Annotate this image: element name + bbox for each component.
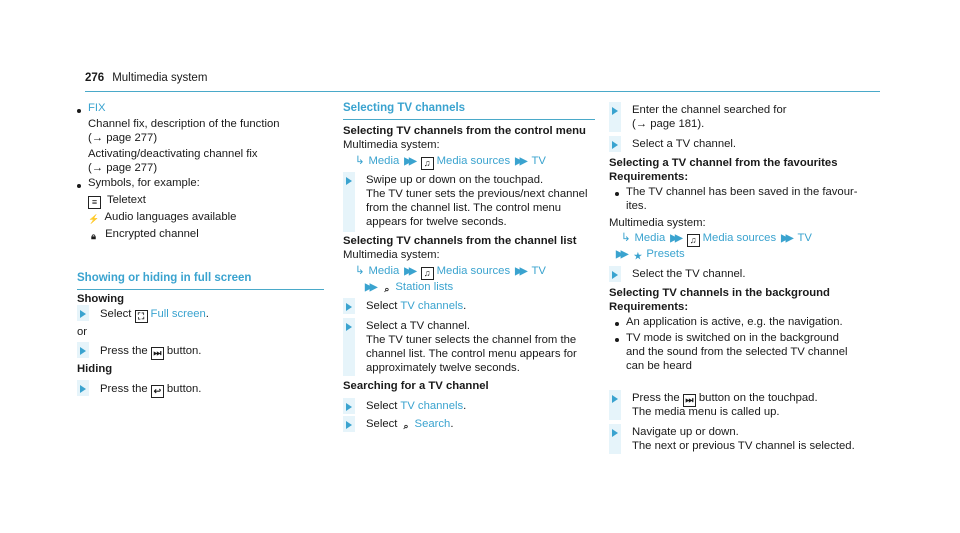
- bullet: [77, 109, 81, 113]
- page-header: [85, 72, 207, 86]
- step-arrow-icon: [346, 303, 352, 311]
- bullet: [615, 192, 619, 196]
- tv-channels-link[interactable]: TV channels: [400, 400, 464, 412]
- double-chevron-icon: ▶▶: [616, 249, 626, 260]
- mm-system-text: Multimedia system:: [343, 249, 440, 261]
- step-arrow-icon: [346, 323, 352, 331]
- search-icon: ⌕: [403, 421, 409, 431]
- hiding-heading: Hiding: [77, 363, 113, 375]
- back-icon: ↩: [151, 385, 164, 398]
- section-rule: [343, 119, 595, 120]
- encrypted-label: Encrypted channel: [105, 228, 199, 240]
- tv-channels-link[interactable]: TV channels: [400, 300, 464, 312]
- step-arrow-icon: [346, 403, 352, 411]
- period: .: [463, 300, 467, 312]
- media-sources-icon: ♫: [687, 234, 700, 247]
- return-arrow-icon: ↳: [355, 265, 365, 277]
- section-title-tv: Selecting TV channels: [343, 102, 466, 114]
- navigate-text: Navigate up or down.: [632, 426, 739, 438]
- media-link[interactable]: Media: [634, 232, 666, 244]
- media-link[interactable]: Media: [368, 265, 400, 277]
- press-step: [632, 392, 818, 407]
- or-text: or: [77, 326, 88, 338]
- step-arrow-icon: [612, 141, 618, 149]
- bullet: [615, 338, 619, 342]
- select-tv-channels-step: [366, 300, 466, 314]
- searching-heading: Searching for a TV channel: [343, 380, 489, 392]
- section-title-fullscreen: Showing or hiding in full screen: [77, 272, 252, 284]
- step-arrow-icon: [612, 271, 618, 279]
- button-text: button.: [166, 383, 202, 395]
- period: .: [450, 418, 454, 430]
- page-reference[interactable]: (→ page 181).: [632, 118, 705, 130]
- fav-path-2: [611, 248, 685, 262]
- tuner-text: channel list. The control menu appears for: [366, 348, 577, 360]
- favourites-heading: Selecting a TV channel from the favourites: [609, 157, 838, 169]
- step-arrow-icon: [346, 421, 352, 429]
- requirement-text: An application is active, e.g. the navigation.: [626, 316, 843, 328]
- press-forward-step: [100, 345, 201, 360]
- double-chevron-icon: ▶▶: [515, 156, 525, 167]
- swipe-text: The TV tuner sets the previous/next channel: [366, 188, 588, 200]
- page-reference[interactable]: (→ page 277): [88, 162, 158, 174]
- from-menu-heading: Selecting TV channels from the control menu: [343, 125, 586, 137]
- press-text: Press the: [632, 392, 680, 404]
- press-back-step: [100, 383, 201, 398]
- bullet: [615, 322, 619, 326]
- select-search-step: [366, 418, 453, 432]
- encrypted-row: [88, 228, 199, 242]
- requirements-heading: Requirements:: [609, 171, 689, 183]
- symbols-text: Symbols, for example:: [88, 177, 200, 189]
- double-chevron-icon: ▶▶: [515, 266, 525, 277]
- return-arrow-icon: ↳: [355, 155, 365, 167]
- select-channel-text: Select a TV channel.: [366, 320, 471, 332]
- fullscreen-icon: ⛶: [135, 310, 148, 323]
- step-arrow-icon: [612, 429, 618, 437]
- double-chevron-icon: ▶▶: [670, 233, 680, 244]
- presets-link[interactable]: Presets: [646, 248, 685, 260]
- swipe-text: Swipe up or down on the touchpad.: [366, 174, 544, 186]
- tv-link[interactable]: TV: [531, 155, 546, 167]
- skip-forward-icon: ⏭: [683, 394, 696, 407]
- audio-languages-icon: ⚡: [88, 214, 100, 224]
- search-icon: ⌕: [384, 284, 390, 294]
- media-sources-link[interactable]: Media sources: [702, 232, 777, 244]
- swipe-text: appears for twelve seconds.: [366, 216, 507, 228]
- period: .: [205, 308, 209, 320]
- press-result-text: The media menu is called up.: [632, 406, 780, 418]
- press-text: Press the: [100, 345, 148, 357]
- teletext-label: Teletext: [106, 194, 146, 206]
- enter-text: Enter the channel searched for: [632, 104, 787, 116]
- tuner-text: approximately twelve seconds.: [366, 362, 520, 374]
- select-channel-text: Select a TV channel.: [632, 138, 737, 150]
- double-chevron-icon: ▶▶: [781, 233, 791, 244]
- press-text: button on the touchpad.: [698, 392, 818, 404]
- double-chevron-icon: ▶▶: [404, 156, 414, 167]
- period: .: [463, 400, 467, 412]
- select-tv-channels-step-2: [366, 400, 466, 414]
- navigate-result-text: The next or previous TV channel is selected.: [632, 440, 855, 452]
- step-arrow-icon: [612, 395, 618, 403]
- double-chevron-icon: ▶▶: [365, 282, 375, 293]
- search-link[interactable]: Search: [414, 418, 451, 430]
- audio-label: Audio languages available: [104, 211, 237, 223]
- step-arrow-icon: [346, 177, 352, 185]
- tuner-text: The TV tuner selects the channel from the: [366, 334, 577, 346]
- section-rule: [77, 289, 324, 290]
- requirement-text: and the sound from the selected TV channel: [626, 346, 848, 358]
- media-sources-link[interactable]: Media sources: [436, 155, 511, 167]
- page-header-title: Multimedia system: [112, 72, 208, 84]
- requirement-text: TV mode is switched on in the background: [626, 332, 839, 344]
- requirement-text: The TV channel has been saved in the favour-: [626, 186, 858, 198]
- media-sources-link[interactable]: Media sources: [436, 265, 511, 277]
- audio-row: [88, 211, 236, 225]
- select-text: Select: [366, 300, 398, 312]
- step-arrow-icon: [612, 107, 618, 115]
- mm-system-text: Multimedia system:: [343, 139, 440, 151]
- header-rule: [85, 91, 880, 92]
- select-text: Select: [366, 418, 398, 430]
- skip-forward-icon: ⏭: [151, 347, 164, 360]
- teletext-icon: ≡: [88, 196, 101, 209]
- requirement-text: ites.: [626, 200, 647, 212]
- select-text: Select: [366, 400, 398, 412]
- select-text: Select: [100, 308, 132, 320]
- step-arrow-icon: [80, 310, 86, 318]
- requirement-text: can be heard: [626, 360, 692, 372]
- background-heading: Selecting TV channels in the background: [609, 287, 830, 299]
- swipe-text: from the channel list. The control menu: [366, 202, 562, 214]
- select-the-channel-text: Select the TV channel.: [632, 268, 746, 280]
- bullet: [77, 184, 81, 188]
- step-arrow-icon: [80, 385, 86, 393]
- step-arrow-icon: [80, 347, 86, 355]
- fav-path: [621, 232, 812, 247]
- mm-system-text: Multimedia system:: [609, 217, 706, 229]
- media-sources-icon: ♫: [421, 267, 434, 280]
- button-text: button.: [166, 345, 202, 357]
- tv-link[interactable]: TV: [797, 232, 812, 244]
- menu-path: [355, 155, 546, 170]
- star-icon: ★: [633, 251, 642, 261]
- fix-activate-text: Activating/deactivating channel fix: [88, 148, 258, 160]
- lock-icon: 🔒︎: [91, 231, 96, 241]
- press-text: Press the: [100, 383, 148, 395]
- fix-description: Channel fix, description of the function: [88, 118, 280, 130]
- tv-link[interactable]: TV: [531, 265, 546, 277]
- fix-label[interactable]: FIX: [88, 102, 106, 114]
- media-link[interactable]: Media: [368, 155, 400, 167]
- page-reference[interactable]: (→ page 277): [88, 132, 158, 144]
- media-sources-icon: ♫: [421, 157, 434, 170]
- full-screen-link[interactable]: Full screen: [150, 308, 206, 320]
- list-path: [355, 265, 546, 280]
- return-arrow-icon: ↳: [621, 232, 631, 244]
- page-number: 276: [85, 72, 105, 84]
- from-list-heading: Selecting TV channels from the channel list: [343, 235, 577, 247]
- teletext-row: [88, 194, 146, 209]
- select-fullscreen-step: [100, 308, 209, 323]
- station-lists-link[interactable]: Station lists: [395, 281, 454, 293]
- double-chevron-icon: ▶▶: [404, 266, 414, 277]
- list-path-2: [360, 281, 453, 295]
- requirements-heading: Requirements:: [609, 301, 689, 313]
- showing-heading: Showing: [77, 293, 125, 305]
